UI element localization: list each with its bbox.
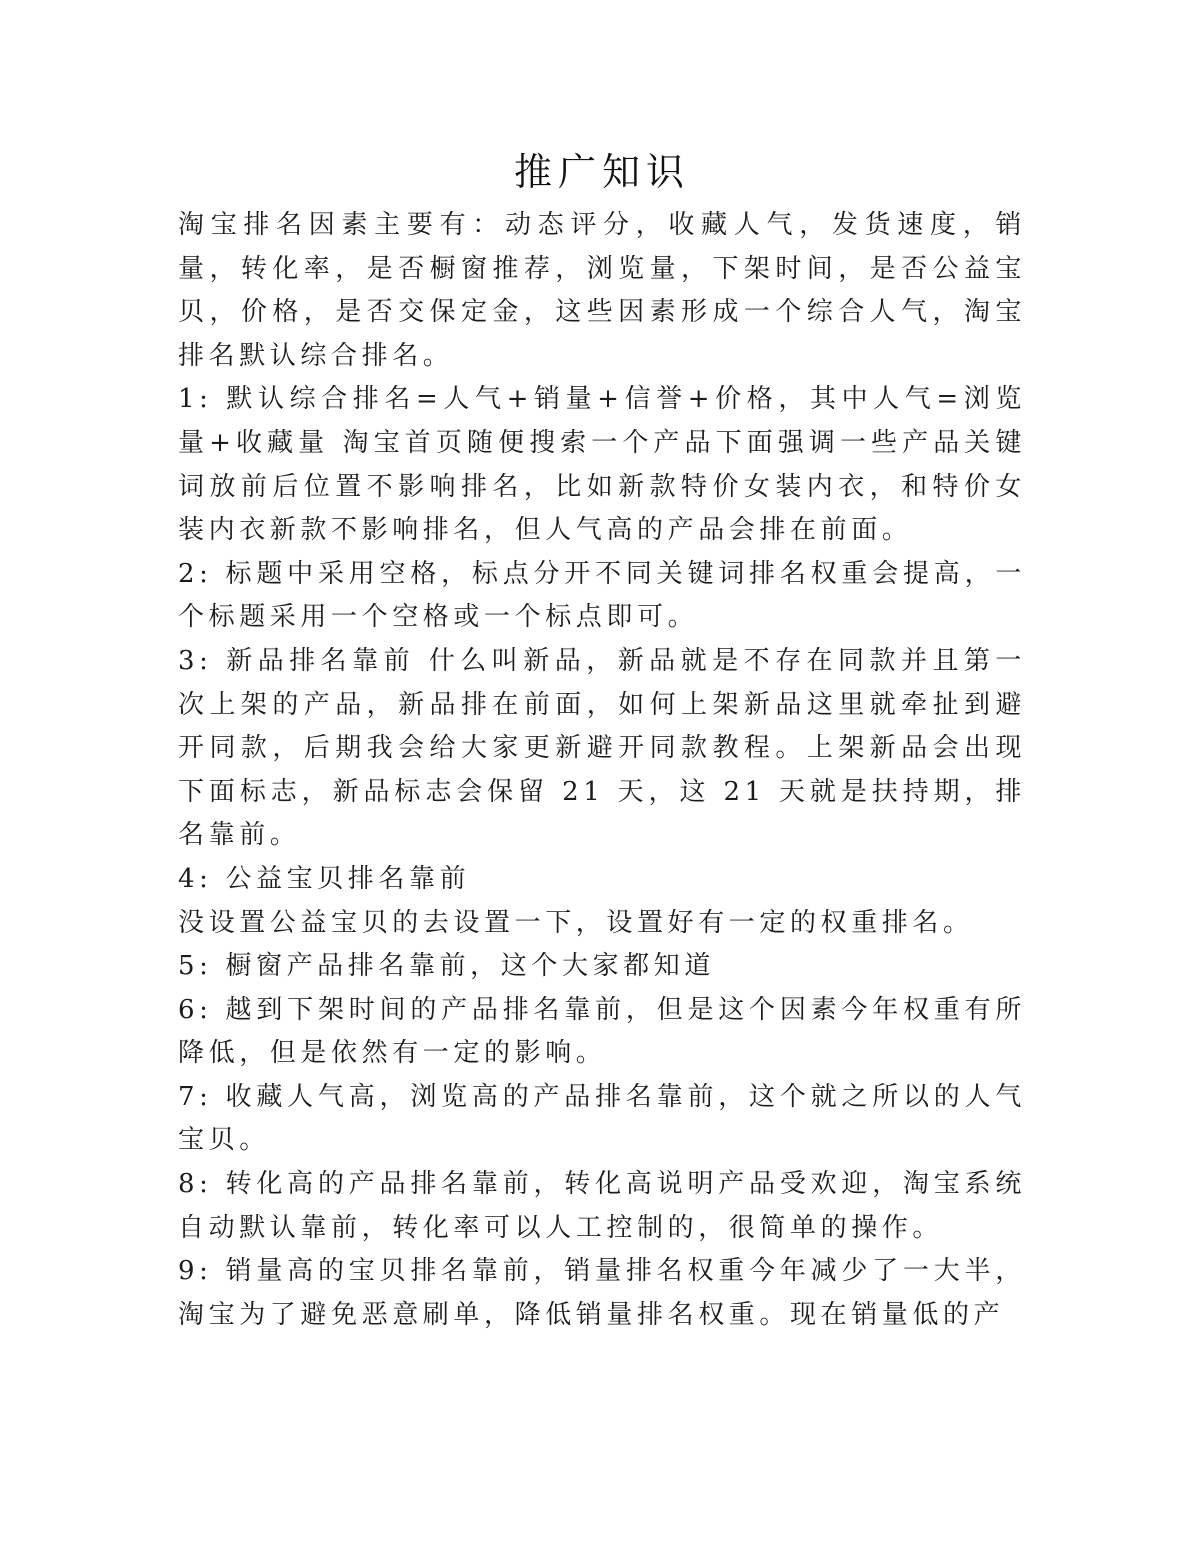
point-4-heading: 4: 公益宝贝排名靠前: [178, 863, 471, 894]
point-3-paragraph: 3: 新品排名靠前 什么叫新品，新品就是不存在同款并且第一次上架的产品，新品排在前面，如何上架新品这里就牵扯到避开同款，后期我会给大家更新避开同款教程。上架新品会出现下面标志，新品标志会保留 21 天，这 21 天就是扶持期，排名靠前。: [178, 645, 1026, 851]
point-9-paragraph: 9: 销量高的宝贝排名靠前，销量排名权重今年减少了一大半，淘宝为了避免恶意刷单，降低销量排名权重。现在销量低的产: [178, 1256, 1026, 1330]
point-7-paragraph: 7: 收藏人气高，浏览高的产品排名靠前，这个就之所以的人气宝贝。: [178, 1081, 1026, 1156]
document-page: [178, 146, 1026, 1337]
document-title: 推广知识: [513, 150, 690, 194]
intro-paragraph: 淘宝排名因素主要有：动态评分，收藏人气，发货速度，销量，转化率，是否橱窗推荐，浏览量，下架时间，是否公益宝贝，价格，是否交保定金，这些因素形成一个综合人气，淘宝排名默认综合排名。: [178, 210, 1026, 371]
point-6-paragraph: 6: 越到下架时间的产品排名靠前，但是这个因素今年权重有所降低，但是依然有一定的影响。: [178, 994, 1026, 1069]
point-1-paragraph: 1: 默认综合排名=人气+销量+信誉+价格，其中人气=浏览量+收藏量 淘宝首页随便搜索一个产品下面强调一些产品关键词放前后位置不影响排名，比如新款特价女装内衣，和特价女装内衣新款不影响排名，但人气高的产品会排在前面。: [178, 384, 1026, 546]
point-4-paragraph: 没设置公益宝贝的去设置一下，设置好有一定的权重排名。: [178, 907, 974, 938]
point-8-paragraph: 8: 转化高的产品排名靠前，转化高说明产品受欢迎，淘宝系统自动默认靠前，转化率可以人工控制的，很简单的操作。: [178, 1169, 1026, 1243]
point-2-paragraph: 2: 标题中采用空格，标点分开不同关键词排名权重会提高，一个标题采用一个空格或一个标点即可。: [178, 558, 1026, 633]
point-5-paragraph: 5: 橱窗产品排名靠前，这个大家都知道: [178, 951, 715, 982]
